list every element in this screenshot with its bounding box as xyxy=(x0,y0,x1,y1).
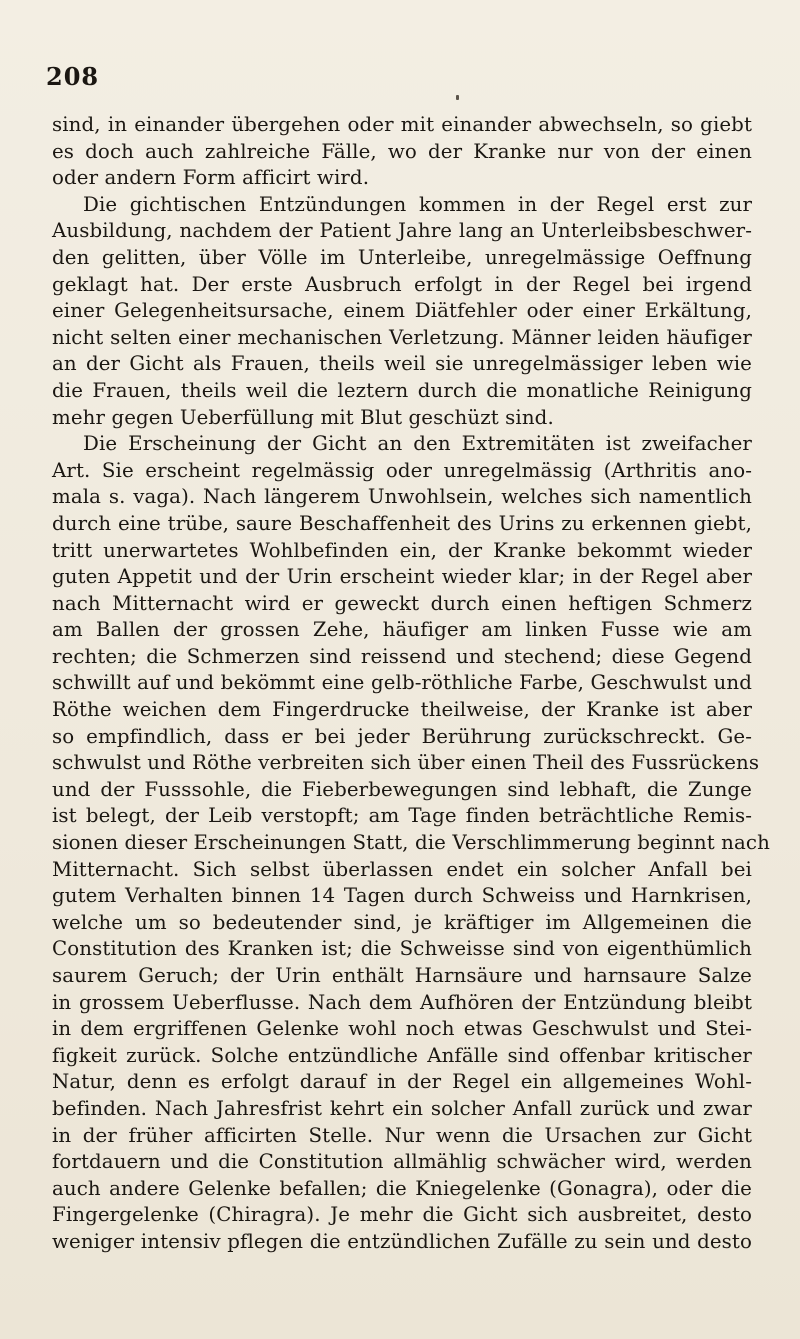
text-line: Die gichtischen Entzündungen kommen in der Regel erst zur xyxy=(83,192,752,216)
paragraph xyxy=(52,192,752,431)
text-line: sionen dieser Erscheinungen Statt, die Verschlimmerung beginnt nach xyxy=(52,831,770,855)
text-line: Constitution des Kranken ist; die Schweisse sind von eigenthümlich xyxy=(52,937,752,961)
text-line: einer Gelegenheitsursache, einem Diätfehler oder einer Erkältung, xyxy=(52,299,752,323)
text-line: fortdauern und die Constitution allmählig schwächer wird, werden xyxy=(52,1150,752,1174)
text-line: in der früher afficirten Stelle. Nur wenn die Ursachen zur Gicht xyxy=(52,1123,752,1147)
text-body xyxy=(52,112,770,1256)
text-line: an der Gicht als Frauen, theils weil sie unregelmässiger leben wie xyxy=(52,352,752,376)
text-line: tritt unerwartetes Wohlbefinden ein, der Kranke bekommt wieder xyxy=(52,538,752,562)
text-line: nicht selten einer mechanischen Verletzung. Männer leiden häufiger xyxy=(52,325,752,349)
text-line: Art. Sie erscheint regelmässig oder unregelmässig (Arthritis ano- xyxy=(52,458,752,482)
text-line: oder andern Form afficirt wird. xyxy=(52,166,370,190)
text-line: in dem ergriffenen Gelenke wohl noch etwas Geschwulst und Stei- xyxy=(52,1017,752,1041)
text-line: befinden. Nach Jahresfrist kehrt ein solcher Anfall zurück und zwar xyxy=(52,1096,752,1120)
text-line: mehr gegen Ueberfüllung mit Blut geschüzt sind. xyxy=(52,405,554,429)
text-line: schwillt auf und bekömmt eine gelb-röthliche Farbe, Geschwulst und xyxy=(52,671,752,695)
text-line: Fingergelenke (Chiragra). Je mehr die Gicht sich ausbreitet, desto xyxy=(52,1203,752,1227)
text-line: sind, in einander übergehen oder mit einander abwechseln, so giebt xyxy=(52,113,752,136)
text-line: ist belegt, der Leib verstopft; am Tage finden beträchtliche Remis- xyxy=(52,804,752,828)
text-line: mala s. vaga). Nach längerem Unwohlsein, welches sich namentlich xyxy=(52,485,752,509)
text-line: so empfindlich, dass er bei jeder Berührung zurückschreckt. Ge- xyxy=(52,724,752,748)
text-line: in grossem Ueberflusse. Nach dem Aufhören der Entzündung bleibt xyxy=(52,990,752,1014)
text-line: geklagt hat. Der erste Ausbruch erfolgt in der Regel bei irgend xyxy=(52,272,752,296)
text-line: auch andere Gelenke befallen; die Kniegelenke (Gonagra), oder die xyxy=(52,1176,752,1200)
text-line: schwulst und Röthe verbreiten sich über einen Theil des Fussrückens xyxy=(52,751,760,775)
text-line: guten Appetit und der Urin erscheint wieder klar; in der Regel aber xyxy=(52,565,752,589)
text-line: weniger intensiv pflegen die entzündlichen Zufälle zu sein und desto xyxy=(52,1229,752,1253)
text-line: nach Mitternacht wird er geweckt durch einen heftigen Schmerz xyxy=(52,591,752,615)
text-line: Natur, denn es erfolgt darauf in der Regel ein allgemeines Wohl- xyxy=(52,1070,752,1094)
text-line: durch eine trübe, saure Beschaffenheit des Urins zu erkennen giebt, xyxy=(52,511,752,535)
text-line: saurem Geruch; der Urin enthält Harnsäure und harnsaure Salze xyxy=(52,964,752,987)
print-speck xyxy=(456,95,459,100)
text-line: gutem Verhalten binnen 14 Tagen durch Schweiss und Harnkrisen, xyxy=(52,884,752,908)
text-line: am Ballen der grossen Zehe, häufiger am linken Fusse wie am xyxy=(52,618,752,642)
paragraph xyxy=(52,112,752,192)
text-line: und der Fusssohle, die Fieberbewegungen sind lebhaft, die Zunge xyxy=(52,777,752,801)
paragraph xyxy=(52,431,770,1255)
text-line: figkeit zurück. Solche entzündliche Anfälle sind offenbar kritischer xyxy=(52,1043,752,1067)
text-line: den gelitten, über Völle im Unterleibe, unregelmässige Oeffnung xyxy=(52,245,752,269)
text-line: rechten; die Schmerzen sind reissend und stechend; diese Gegend xyxy=(52,644,752,668)
page-number: 208 xyxy=(46,62,100,91)
text-line: welche um so bedeutender sind, je kräftiger im Allgemeinen die xyxy=(52,910,752,934)
text-line: Röthe weichen dem Fingerdrucke theilweise, der Kranke ist aber xyxy=(52,698,752,722)
text-line: Die Erscheinung der Gicht an den Extremitäten ist zweifacher xyxy=(83,432,752,456)
text-line: es doch auch zahlreiche Fälle, wo der Kranke nur von der einen xyxy=(52,139,752,163)
text-line: Mitternacht. Sich selbst überlassen endet ein solcher Anfall bei xyxy=(52,857,752,881)
text-line: Ausbildung, nachdem der Patient Jahre lang an Unterleibsbeschwer- xyxy=(52,219,752,243)
text-line: die Frauen, theils weil die leztern durch die monatliche Reinigung xyxy=(52,378,752,402)
